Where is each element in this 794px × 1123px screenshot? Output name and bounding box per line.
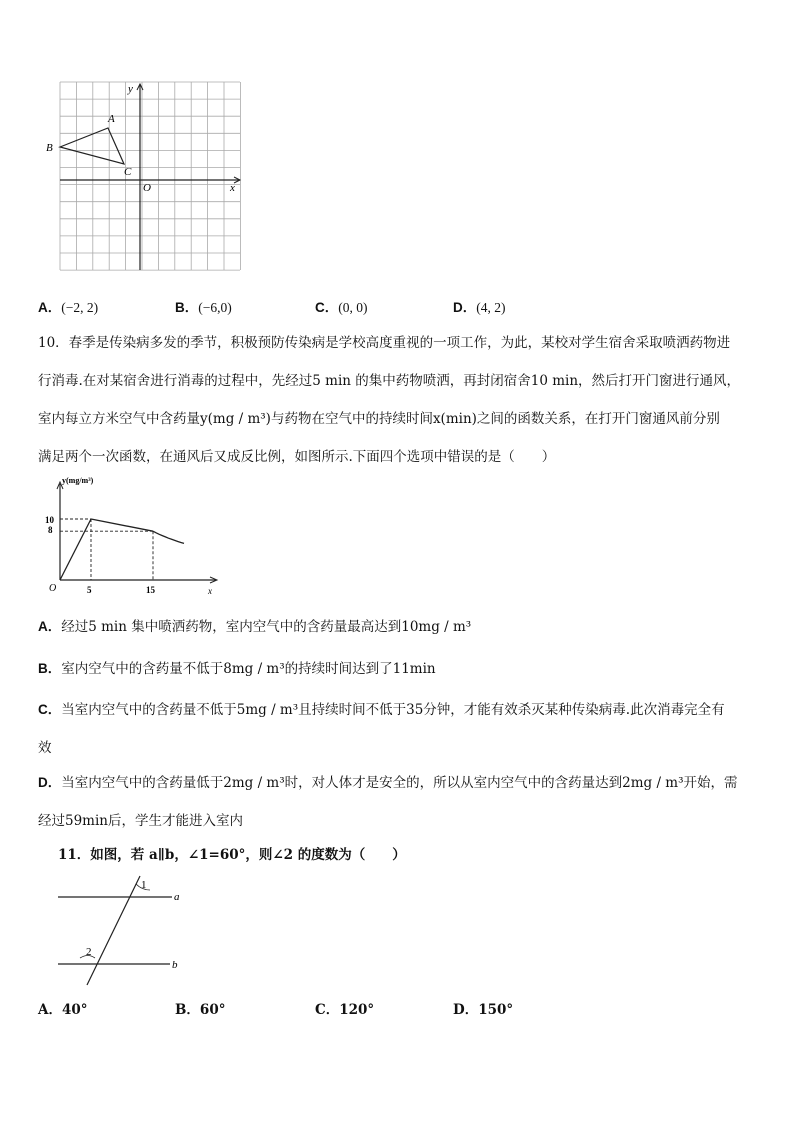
q9-option-d[interactable] — [453, 296, 506, 316]
option-letter: B． — [175, 300, 199, 315]
option-value: 40° — [61, 1002, 88, 1018]
q9-option-c[interactable] — [315, 296, 368, 316]
label-x: x — [230, 182, 235, 194]
chart-segment-2 — [91, 519, 153, 531]
q10-stem-line: 满足两个一次函数，在通风后又成反比例，如图所示.下面四个选项中错误的是（ ） — [38, 449, 556, 465]
label-line-a: a — [174, 891, 180, 903]
q10-chart — [40, 474, 230, 604]
option-letter: A． — [38, 300, 62, 315]
q10-option-b[interactable] — [38, 650, 758, 688]
option-text: 室内空气中的含药量不低于8mg / m³的持续时间达到了11min — [61, 661, 436, 677]
option-text: 当室内空气中的含药量低于2mg / m³时，对人体才是安全的，所以从室内空气中的含药量达到2mg / m³开始，需 — [61, 775, 738, 791]
option-value: 60° — [199, 1002, 226, 1018]
option-value: (−6,0) — [198, 300, 232, 315]
option-value: (0, 0) — [338, 300, 368, 315]
q11-option-c[interactable] — [315, 998, 374, 1018]
option-letter: B． — [175, 1002, 200, 1018]
label-angle-2: 2 — [86, 946, 92, 958]
option-text-cont: 效 — [38, 740, 52, 756]
chart-xlabel: x — [208, 586, 212, 596]
q10-stem-line: 10．春季是传染病多发的季节，积极预防传染病是学校高度重视的一项工作，为此，某校对学生宿舍采取喷洒药物进 — [38, 335, 731, 351]
option-letter: D． — [453, 300, 477, 315]
label-y: y — [128, 83, 133, 95]
transversal — [87, 876, 140, 985]
chart-ytick-8: 8 — [48, 525, 53, 535]
q9-option-a[interactable] — [38, 296, 98, 316]
chart-xtick-5: 5 — [87, 585, 92, 595]
q11-option-d[interactable] — [453, 998, 513, 1018]
label-a: A — [108, 113, 115, 125]
option-text: 经过5 min 集中喷洒药物，室内空气中的含药量最高达到10mg / m³ — [61, 619, 472, 635]
label-b: B — [46, 142, 53, 154]
label-c: C — [124, 166, 132, 178]
option-letter: C． — [38, 702, 62, 717]
label-angle-1: 1 — [141, 879, 147, 891]
option-letter: A． — [38, 619, 62, 634]
chart-ytick-10: 10 — [45, 515, 54, 525]
option-letter: C． — [315, 300, 339, 315]
option-value: 150° — [478, 1002, 514, 1018]
chart-segment-3 — [153, 531, 184, 543]
option-letter: D． — [38, 775, 62, 790]
q10-option-a[interactable] — [38, 608, 758, 646]
chart-segment-1 — [60, 519, 91, 580]
option-value: (−2, 2) — [61, 300, 99, 315]
option-letter: A． — [38, 1002, 62, 1018]
q9-option-b[interactable] — [175, 296, 232, 316]
q11-option-b[interactable] — [175, 998, 225, 1018]
q9-grid-figure — [40, 78, 250, 278]
q10-stem-line: 行消毒.在对某宿舍进行消毒的过程中，先经过5 min 的集中药物喷洒，再封闭宿舍10 min，然后打开门窗进行通风， — [38, 373, 741, 389]
option-letter: D． — [453, 1002, 479, 1018]
option-text-cont: 经过59min后，学生才能进入室内 — [38, 813, 243, 829]
q11-stem: 11．如图，若 a∥b，∠1=60°，则∠2 的度数为（ ） — [58, 847, 406, 863]
chart-ylabel: y(mg/m³) — [62, 476, 94, 485]
option-text: 当室内空气中的含药量不低于5mg / m³且持续时间不低于35分钟，才能有效杀灭某种传染病毒.此次消毒完全有 — [61, 702, 725, 718]
q10-option-c[interactable] — [38, 691, 758, 767]
option-value: 120° — [339, 1002, 375, 1018]
q11-option-a[interactable] — [38, 998, 88, 1018]
option-letter: B． — [38, 661, 62, 676]
chart-origin-label: O — [49, 583, 57, 594]
q10-stem-line: 室内每立方米空气中含药量y(mg / m³)与药物在空气中的持续时间x(min)之间的函数关系，在打开门窗通风前分别 — [38, 411, 720, 427]
label-line-b: b — [172, 959, 178, 971]
q10-stem — [38, 324, 758, 476]
option-letter: C． — [315, 1002, 340, 1018]
q10-option-d[interactable] — [38, 764, 758, 840]
label-o: O — [143, 182, 151, 194]
q11-figure — [50, 870, 190, 990]
option-value: (4, 2) — [476, 300, 506, 315]
chart-xtick-15: 15 — [146, 585, 155, 595]
